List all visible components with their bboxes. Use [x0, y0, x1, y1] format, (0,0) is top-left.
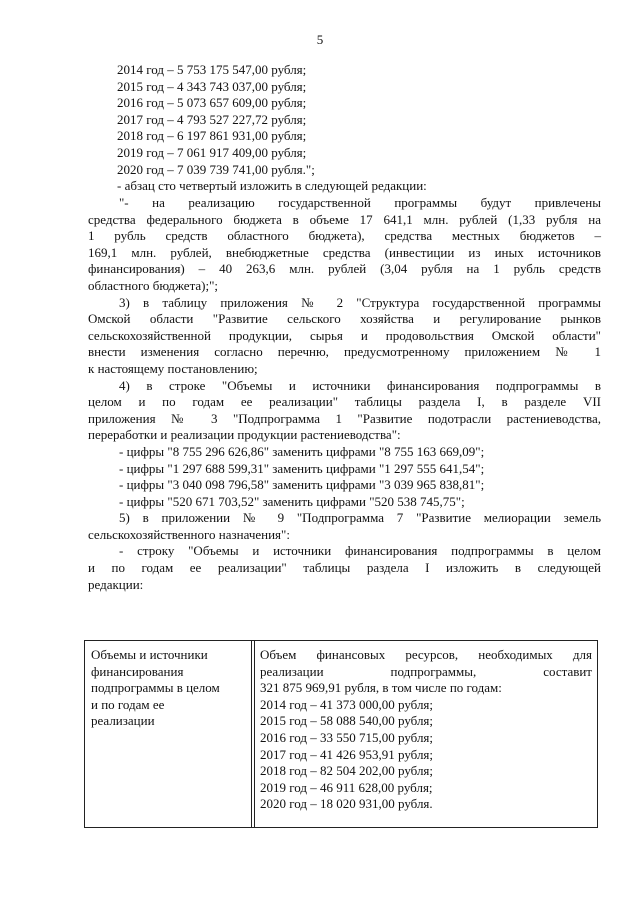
cell-line: подпрограммы в целом: [91, 680, 220, 696]
cell-line: 2016 год – 33 550 715,00 рубля;: [260, 729, 434, 745]
text-line: и по годам ее реализации" таблицы раздела I изложить в следующей: [88, 560, 601, 576]
text-line: сельскохозяйственного назначения":: [88, 526, 290, 542]
text-line: Омской области "Развитие сельского хозяйства и регулирование рынков: [88, 311, 601, 327]
text-line: 1 рубль средств областного бюджета), средства местных бюджетов –: [88, 228, 601, 244]
text-line: финансирования) – 40 263,6 млн. рублей (3,04 рубля на 1 рубль средств: [88, 261, 601, 277]
financing-table: [84, 640, 598, 828]
cell-line: 2017 год – 41 426 953,91 рубля;: [260, 746, 434, 762]
text-line: "- на реализацию государственной программы будут привлечены: [119, 195, 601, 210]
text-line: 2018 год – 6 197 861 931,00 рубля;: [117, 128, 307, 144]
table-cell-label: [91, 647, 247, 730]
text-line: областного бюджета);";: [88, 277, 219, 293]
cell-line: и по годам ее: [91, 696, 165, 712]
cell-line: Объем финансовых ресурсов, необходимых для: [260, 647, 592, 662]
text-line: - цифры "1 297 688 599,31" заменить цифрами "1 297 555 641,54";: [119, 460, 485, 476]
text-line: 2020 год – 7 039 739 741,00 рубля.";: [117, 161, 315, 177]
text-line: 2016 год – 5 073 657 609,00 рубля;: [117, 95, 307, 111]
text-line: 2017 год – 4 793 527 227,72 рубля;: [117, 111, 307, 127]
cell-line: реализации подпрограммы, составит: [260, 663, 592, 679]
text-line: 2014 год – 5 753 175 547,00 рубля;: [117, 62, 307, 77]
cell-line: 2020 год – 18 020 931,00 рубля.: [260, 796, 433, 812]
text-line: редакции:: [88, 576, 144, 592]
text-line: - строку "Объемы и источники финансирования подпрограммы в целом: [119, 543, 601, 559]
text-line: 4) в строке "Объемы и источники финансирования подпрограммы в: [119, 377, 601, 393]
table-divider: [251, 641, 252, 827]
text-line: средства федерального бюджета в объеме 17 641,1 млн. рублей (1,33 рубля на: [88, 211, 601, 227]
text-line: - цифры "3 040 098 796,58" заменить цифрами "3 039 965 838,81";: [119, 477, 485, 493]
text-line: 169,1 млн. рублей, внебюджетные средства (инвестиции из иных источников: [88, 244, 601, 260]
cell-line: 2014 год – 41 373 000,00 рубля;: [260, 696, 434, 712]
cell-line: Объемы и источники: [91, 647, 208, 662]
text-line: - цифры "8 755 296 626,86" заменить цифрами "8 755 163 669,09";: [119, 443, 485, 459]
cell-line: финансирования: [91, 663, 184, 679]
text-line: внести изменения согласно перечню, предусмотренному приложением № 1: [88, 344, 601, 360]
table-cell-value: [260, 647, 592, 813]
paragraph-block: [88, 195, 601, 593]
text-line: к настоящему постановлению;: [88, 360, 258, 376]
cell-line: 2019 год – 46 911 628,00 рубля;: [260, 779, 433, 795]
text-line: переработки и реализации продукции растениеводства":: [88, 427, 401, 443]
text-line: 5) в приложении № 9 "Подпрограмма 7 "Развитие мелиорации земель: [119, 510, 601, 526]
text-line: целом и по годам ее реализации" таблицы раздела I, в разделе VII: [88, 394, 601, 410]
text-line: - цифры "520 671 703,52" заменить цифрами "520 538 745,75";: [119, 493, 465, 509]
cell-line: реализации: [91, 713, 155, 729]
cell-line: 2015 год – 58 088 540,00 рубля;: [260, 713, 434, 729]
text-line: 3) в таблицу приложения № 2 "Структура государственной программы: [119, 294, 601, 310]
table-divider: [254, 641, 255, 827]
cell-line: 2018 год – 82 504 202,00 рубля;: [260, 763, 434, 779]
cell-line: 321 875 969,91 рубля, в том числе по годам:: [260, 680, 502, 696]
text-line: 2015 год – 4 343 743 037,00 рубля;: [117, 78, 307, 94]
main-text: [117, 62, 601, 195]
text-line: приложения № 3 "Подпрограмма 1 "Развитие подотрасли растениеводства,: [88, 410, 601, 426]
text-line: 2019 год – 7 061 917 409,00 рубля;: [117, 144, 307, 160]
text-line: - абзац сто четвертый изложить в следующей редакции:: [117, 178, 427, 194]
page-number: 5: [316, 32, 324, 47]
text-line: сельскохозяйственной продукции, сырья и продовольствия Омской области": [88, 327, 601, 343]
